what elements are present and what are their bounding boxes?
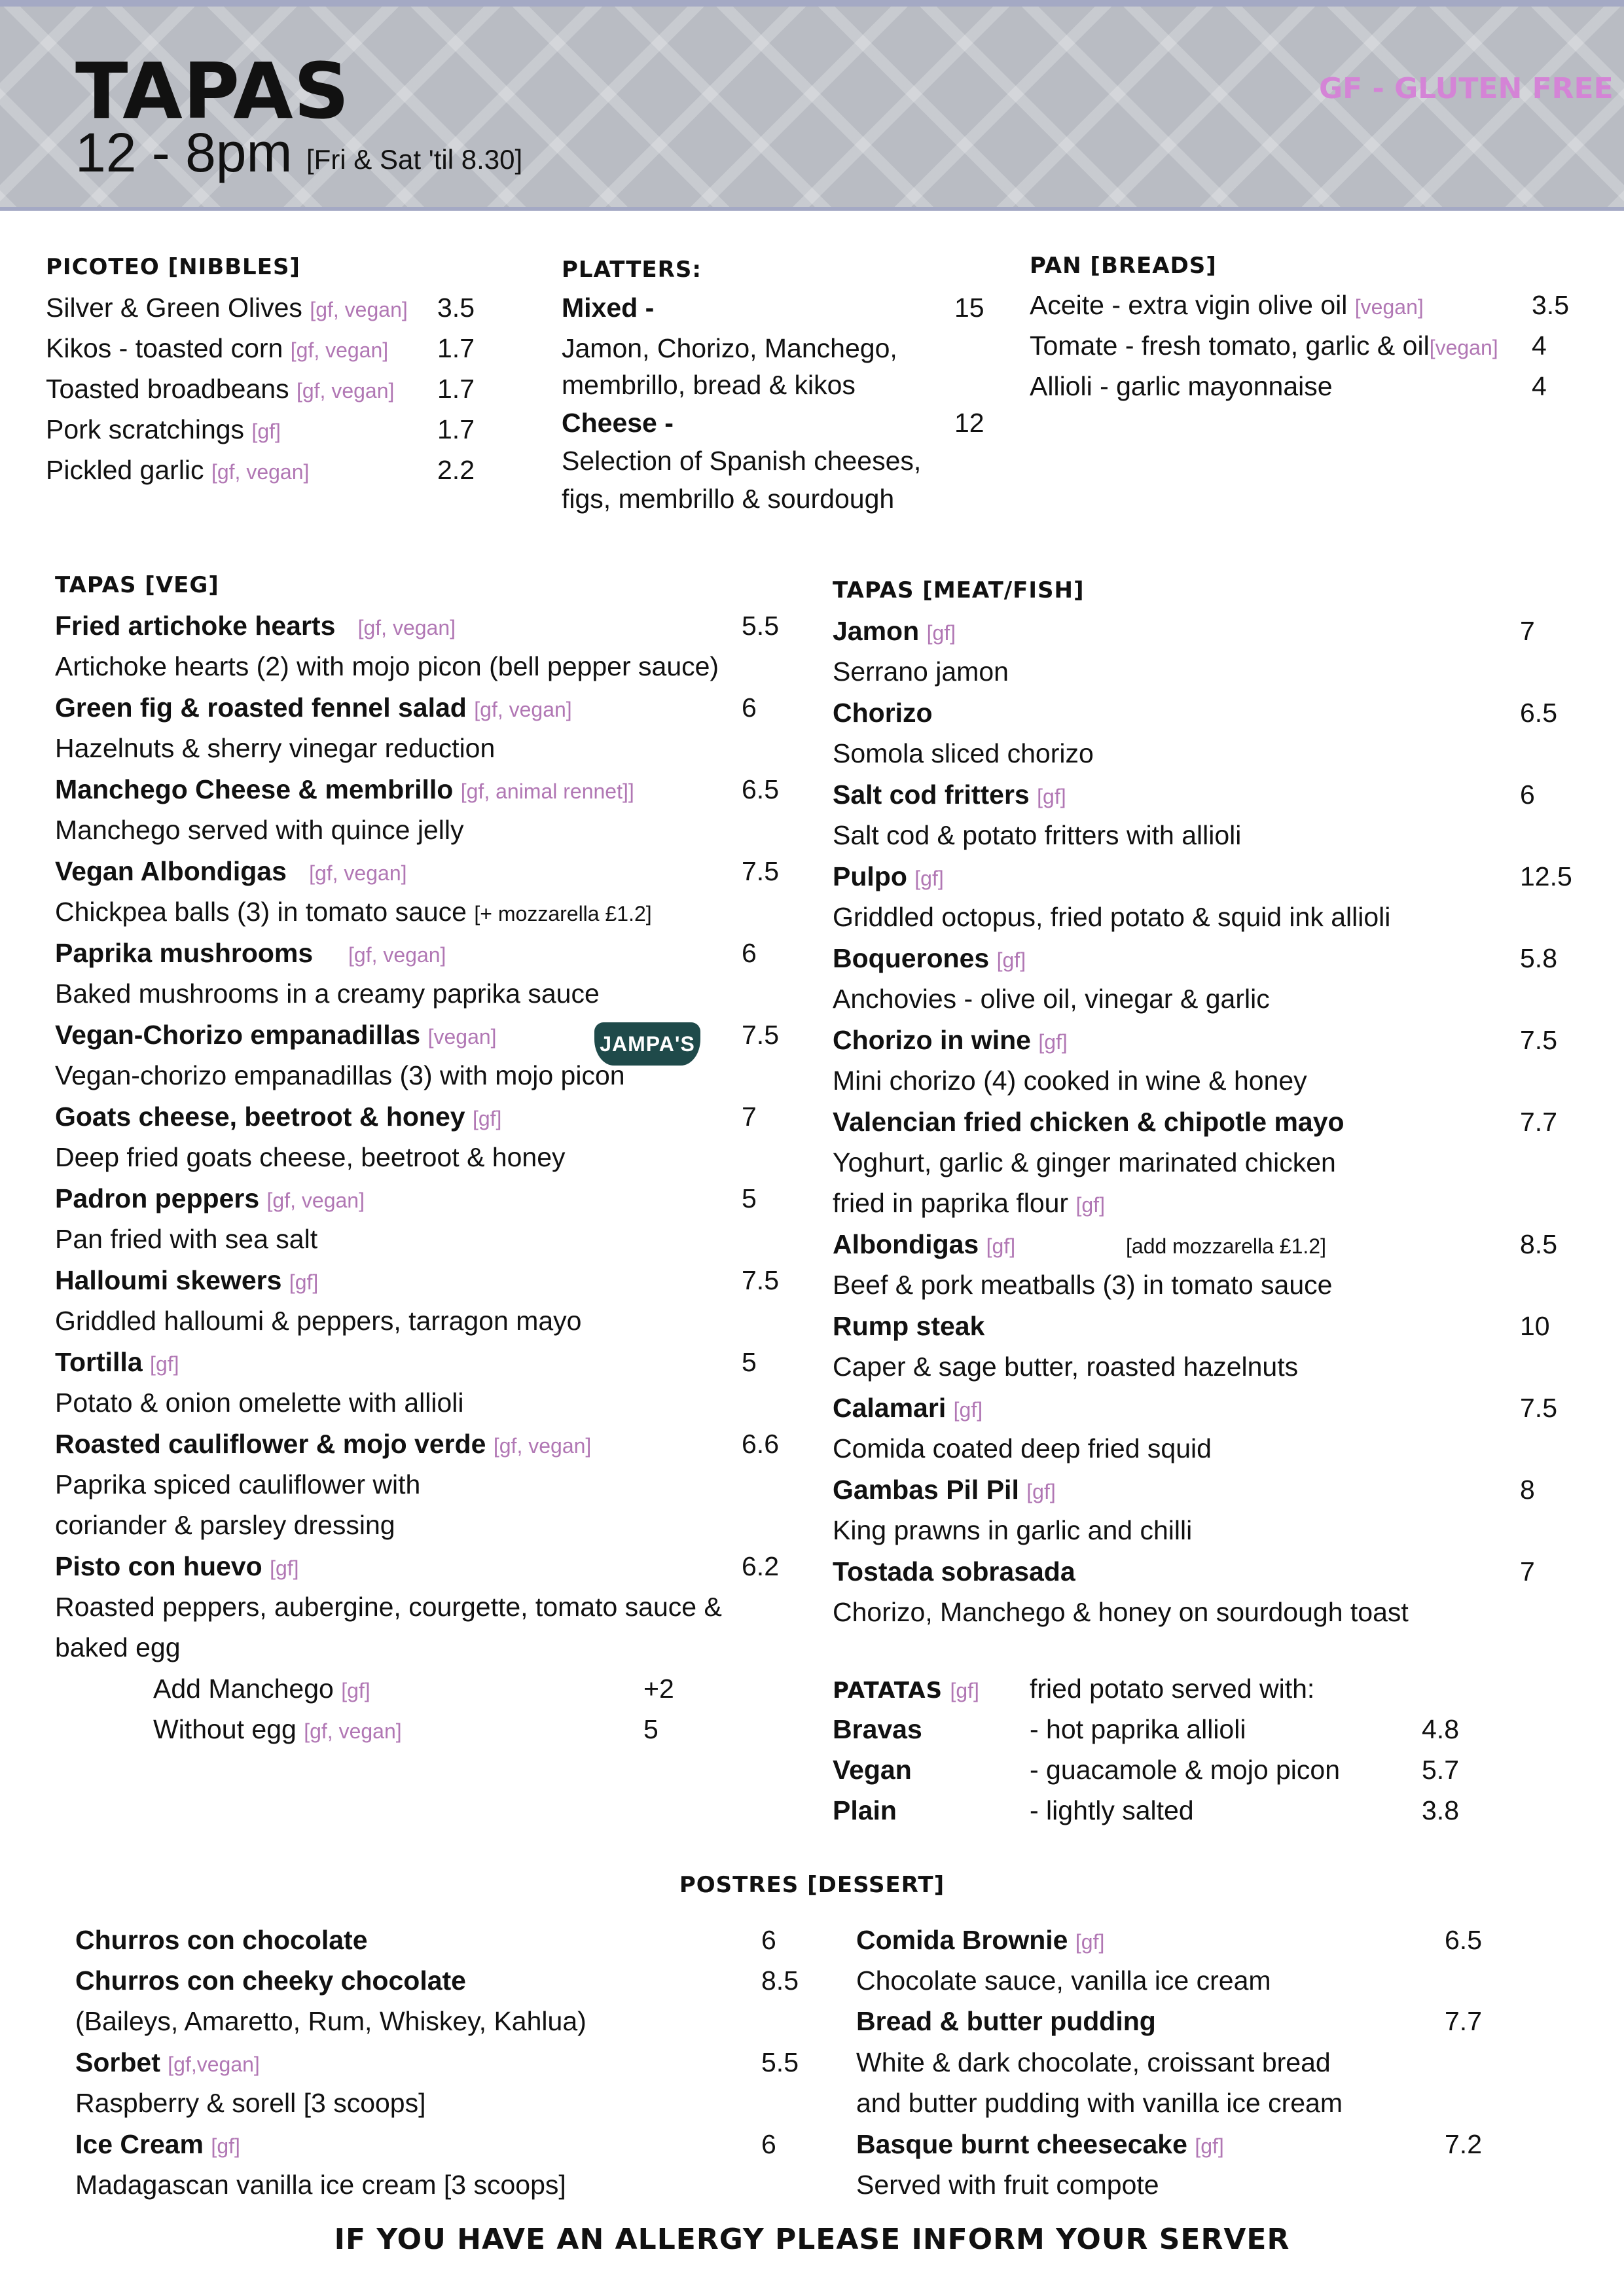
dessert-item bbox=[856, 1920, 1104, 1962]
dessert-price: 5.5 bbox=[761, 2047, 799, 2077]
menu-item bbox=[55, 1096, 501, 1139]
item-name: Pickled garlic bbox=[46, 455, 204, 485]
dessert-desc: and butter pudding with vanilla ice cream bbox=[856, 2088, 1343, 2118]
item-description: King prawns in garlic and chilli bbox=[833, 1515, 1193, 1545]
menu-item bbox=[833, 856, 944, 899]
jampas-logo: JAMPA'S bbox=[594, 1022, 700, 1066]
item-description bbox=[833, 1183, 1105, 1225]
page-title: TAPAS bbox=[75, 46, 350, 136]
dessert-name: Churros con cheeky chocolate bbox=[75, 1965, 466, 1996]
item-tags: [vegan] bbox=[427, 1025, 497, 1049]
dessert-price: 6 bbox=[761, 2129, 776, 2159]
addon-item bbox=[153, 1709, 402, 1751]
item-tags: [vegan] bbox=[1429, 336, 1498, 359]
patatas-item-price: 5.7 bbox=[1422, 1755, 1459, 1785]
item-price: 6 bbox=[742, 938, 757, 968]
platter-cheese-price: 12 bbox=[954, 408, 984, 438]
item-price: 7.5 bbox=[742, 856, 779, 886]
item-tags: [gf] bbox=[1037, 785, 1066, 808]
opening-hours: 12 - 8pm bbox=[75, 122, 293, 183]
patatas-item-desc: - lightly salted bbox=[1030, 1795, 1194, 1825]
item-description: Salt cod & potato fritters with allioli bbox=[833, 820, 1242, 850]
item-price: 5.5 bbox=[742, 611, 779, 641]
platter-mixed-desc: Jamon, Chorizo, Manchego, bbox=[562, 333, 897, 363]
dessert-item bbox=[75, 2042, 260, 2085]
item-extra-note: [add mozzarella £1.2] bbox=[1126, 1234, 1326, 1258]
item-description: Manchego served with quince jelly bbox=[55, 815, 464, 845]
item-price: 6.5 bbox=[742, 774, 779, 804]
menu-item bbox=[55, 933, 313, 973]
platter-cheese-desc: Selection of Spanish cheeses, bbox=[562, 446, 922, 476]
item-description: Roasted peppers, aubergine, courgette, tomato sauce & bbox=[55, 1592, 722, 1622]
item-name: Padron peppers bbox=[55, 1183, 260, 1213]
item-description: Anchovies - olive oil, vinegar & garlic bbox=[833, 984, 1270, 1014]
dessert-desc: Chocolate sauce, vanilla ice cream bbox=[856, 1965, 1271, 1996]
item-price: 7.5 bbox=[1520, 1025, 1557, 1055]
item-tags: [gf] bbox=[926, 621, 956, 645]
item-price: 1.7 bbox=[437, 374, 475, 404]
item-name: Calamari bbox=[833, 1393, 947, 1423]
patatas-tags: [gf] bbox=[950, 1679, 979, 1702]
item-description-text: Chickpea balls (3) in tomato sauce bbox=[55, 897, 467, 927]
item-tags-row bbox=[348, 933, 446, 975]
item-name: Jamon bbox=[833, 616, 920, 646]
meat-heading: TAPAS [MEAT/FISH] bbox=[833, 577, 1085, 603]
item-name: Goats cheese, beetroot & honey bbox=[55, 1102, 465, 1132]
dessert-desc: White & dark chocolate, croissant bread bbox=[856, 2047, 1331, 2077]
dessert-name: Comida Brownie bbox=[856, 1925, 1068, 1955]
item-tags: [gf] bbox=[953, 1398, 983, 1422]
item-name: Aceite - extra vigin olive oil bbox=[1030, 290, 1348, 320]
dessert-price: 6.5 bbox=[1445, 1925, 1482, 1955]
item-price: 1.7 bbox=[437, 414, 475, 444]
item-tags: [gf, vegan] bbox=[266, 1189, 365, 1212]
item-tags: [gf] bbox=[150, 1352, 179, 1376]
gluten-free-key: GF - GLUTEN FREE bbox=[1319, 72, 1614, 105]
item-description: Chorizo, Manchego & honey on sourdough toast bbox=[833, 1597, 1409, 1627]
item-price: 5 bbox=[742, 1347, 757, 1377]
item-price: 7 bbox=[1520, 1556, 1535, 1587]
platter-cheese-name: Cheese - bbox=[562, 408, 674, 438]
dessert-desc: Raspberry & sorell [3 scoops] bbox=[75, 2088, 426, 2118]
item-name: Pork scratchings bbox=[46, 414, 245, 444]
dessert-item bbox=[856, 2124, 1224, 2166]
dessert-item bbox=[75, 2124, 240, 2166]
item-price: 3.5 bbox=[437, 293, 475, 323]
item-price: 1.7 bbox=[437, 333, 475, 363]
menu-item bbox=[55, 1014, 497, 1057]
menu-item bbox=[55, 1546, 299, 1588]
item-tags: [gf] bbox=[211, 2134, 240, 2158]
menu-item bbox=[1030, 325, 1498, 368]
dessert-name: Basque burnt cheesecake bbox=[856, 2129, 1187, 2159]
menu-item bbox=[46, 287, 408, 330]
item-tags: [gf, vegan] bbox=[296, 379, 395, 403]
item-tags: [gf, vegan] bbox=[290, 338, 389, 362]
picoteo-heading: PICOTEO [NIBBLES] bbox=[46, 254, 300, 280]
item-description-text: fried in paprika flour bbox=[833, 1188, 1069, 1218]
menu-item bbox=[833, 1224, 1015, 1266]
item-tags: [gf, animal rennet]] bbox=[460, 780, 634, 803]
menu-item bbox=[55, 769, 634, 812]
item-name: Pisto con huevo bbox=[55, 1551, 262, 1581]
item-price: 7.7 bbox=[1520, 1107, 1557, 1137]
item-price: 6.2 bbox=[742, 1551, 779, 1581]
item-tags: [gf] bbox=[996, 948, 1026, 972]
menu-item bbox=[55, 1178, 365, 1221]
item-price: 5 bbox=[742, 1183, 757, 1213]
platter-mixed-desc: membrillo, bread & kikos bbox=[562, 370, 856, 400]
dessert-name: Ice Cream bbox=[75, 2129, 204, 2159]
item-tags: [gf, vegan] bbox=[348, 943, 446, 967]
item-description: Vegan-chorizo empanadillas (3) with mojo picon bbox=[55, 1060, 625, 1090]
dessert-name: Churros con chocolate bbox=[75, 1925, 368, 1955]
item-tags: [gf,vegan] bbox=[168, 2053, 260, 2076]
dessert-price: 7.7 bbox=[1445, 2006, 1482, 2036]
item-tags: [gf] bbox=[472, 1107, 502, 1130]
item-description: Mini chorizo (4) cooked in wine & honey bbox=[833, 1066, 1307, 1096]
item-price: 7.5 bbox=[742, 1265, 779, 1295]
patatas-item-name: Bravas bbox=[833, 1714, 922, 1744]
item-name: Fried artichoke hearts bbox=[55, 611, 336, 641]
item-tags: [gf] bbox=[1026, 1480, 1056, 1503]
item-price: 6.5 bbox=[1520, 698, 1557, 728]
menu-item bbox=[1030, 285, 1424, 327]
item-price: +2 bbox=[643, 1674, 674, 1704]
item-description: Pan fried with sea salt bbox=[55, 1224, 318, 1254]
item-name: Valencian fried chicken & chipotle mayo bbox=[833, 1107, 1344, 1137]
menu-item bbox=[833, 938, 1026, 980]
item-name: Tortilla bbox=[55, 1347, 143, 1377]
platter-cheese-desc: figs, membrillo & sourdough bbox=[562, 484, 895, 514]
platter-mixed-name: Mixed - bbox=[562, 293, 655, 323]
menu-item bbox=[46, 328, 388, 370]
item-price: 4 bbox=[1532, 331, 1547, 361]
patatas-item-desc: - hot paprika allioli bbox=[1030, 1714, 1246, 1744]
dessert-price: 8.5 bbox=[761, 1965, 799, 1996]
item-description: Deep fried goats cheese, beetroot & honey bbox=[55, 1142, 566, 1172]
item-name: Green fig & roasted fennel salad bbox=[55, 692, 467, 723]
menu-item bbox=[833, 1306, 984, 1346]
menu-item bbox=[833, 774, 1066, 817]
item-name: Boquerones bbox=[833, 943, 990, 973]
item-name: Vegan Albondigas bbox=[55, 856, 287, 886]
item-price: 2.2 bbox=[437, 455, 475, 485]
item-tags: [gf] bbox=[341, 1679, 370, 1702]
platters-heading: PLATTERS: bbox=[562, 257, 702, 283]
item-name: Manchego Cheese & membrillo bbox=[55, 774, 454, 804]
item-name: Kikos - toasted corn bbox=[46, 333, 283, 363]
item-tags: [gf, vegan] bbox=[211, 460, 310, 484]
dessert-price: 6 bbox=[761, 1925, 776, 1955]
item-price: 7 bbox=[1520, 616, 1535, 646]
item-price: 8 bbox=[1520, 1475, 1535, 1505]
item-name: Chorizo in wine bbox=[833, 1025, 1031, 1055]
postres-heading: POSTRES [DESSERT] bbox=[679, 1872, 945, 1898]
item-tags: [gf, vegan] bbox=[357, 616, 456, 639]
item-description: Comida coated deep fried squid bbox=[833, 1433, 1212, 1463]
menu-item bbox=[46, 368, 394, 411]
item-tags: [gf, vegan] bbox=[309, 861, 407, 885]
item-extra-note: [+ mozzarella £1.2] bbox=[474, 902, 652, 925]
item-tags: [gf] bbox=[289, 1270, 319, 1294]
dessert-desc: Served with fruit compote bbox=[856, 2170, 1159, 2200]
item-name: Tostada sobrasada bbox=[833, 1556, 1075, 1587]
item-tags: [gf] bbox=[1038, 1030, 1068, 1054]
menu-item bbox=[833, 1020, 1068, 1062]
menu-item bbox=[55, 1424, 591, 1466]
patatas-item-name: Vegan bbox=[833, 1755, 912, 1785]
patatas-item-desc: - guacamole & mojo picon bbox=[1030, 1755, 1341, 1785]
item-price: 8.5 bbox=[1520, 1229, 1557, 1259]
item-description: Somola sliced chorizo bbox=[833, 738, 1094, 768]
item-tags: [gf, vegan] bbox=[474, 698, 572, 721]
item-tags: [gf] bbox=[986, 1234, 1016, 1258]
dessert-desc: Madagascan vanilla ice cream [3 scoops] bbox=[75, 2170, 566, 2200]
item-name: Albondigas bbox=[833, 1229, 979, 1259]
item-tags: [gf] bbox=[251, 420, 281, 443]
item-name: Silver & Green Olives bbox=[46, 293, 302, 323]
dessert-price: 7.2 bbox=[1445, 2129, 1482, 2159]
menu-item bbox=[55, 605, 456, 648]
menu-item bbox=[1030, 366, 1333, 406]
item-description: Griddled halloumi & peppers, tarragon mayo bbox=[55, 1306, 582, 1336]
patatas-heading: PATATAS bbox=[833, 1677, 943, 1704]
item-price: 7.5 bbox=[1520, 1393, 1557, 1423]
item-name: Halloumi skewers bbox=[55, 1265, 282, 1295]
item-name: Roasted cauliflower & mojo verde bbox=[55, 1429, 486, 1459]
item-description: Hazelnuts & sherry vinegar reduction bbox=[55, 733, 496, 763]
item-name: Rump steak bbox=[833, 1311, 985, 1341]
menu-item bbox=[46, 409, 281, 452]
item-tags: [gf] bbox=[270, 1556, 299, 1580]
item-description: Caper & sage butter, roasted hazelnuts bbox=[833, 1352, 1299, 1382]
dessert-name: Sorbet bbox=[75, 2047, 160, 2077]
menu-item bbox=[46, 450, 309, 492]
item-price: 5.8 bbox=[1520, 943, 1557, 973]
patatas-intro: fried potato served with: bbox=[1030, 1674, 1315, 1704]
item-price: 4 bbox=[1532, 371, 1547, 401]
item-tags: [gf] bbox=[914, 867, 944, 890]
item-name: Gambas Pil Pil bbox=[833, 1475, 1019, 1505]
menu-item bbox=[833, 1388, 983, 1430]
menu-item bbox=[833, 611, 956, 653]
item-price: 6 bbox=[1520, 780, 1535, 810]
item-name: Vegan-Chorizo empanadillas bbox=[55, 1020, 421, 1050]
dessert-desc: (Baileys, Amaretto, Rum, Whiskey, Kahlua) bbox=[75, 2006, 586, 2036]
menu-item bbox=[55, 851, 407, 893]
menu-item bbox=[833, 1551, 1075, 1592]
platter-mixed-price: 15 bbox=[954, 293, 984, 323]
item-description: Potato & onion omelette with allioli bbox=[55, 1388, 464, 1418]
item-price: 7 bbox=[742, 1102, 757, 1132]
item-description: Paprika spiced cauliflower with bbox=[55, 1469, 421, 1499]
item-name: Tomate - fresh tomato, garlic & oil bbox=[1030, 331, 1430, 361]
menu-item bbox=[833, 1469, 1056, 1512]
patatas-heading-row bbox=[833, 1668, 979, 1711]
item-description: Griddled octopus, fried potato & squid ink allioli bbox=[833, 902, 1391, 932]
patatas-item-price: 3.8 bbox=[1422, 1795, 1459, 1825]
item-description: Yoghurt, garlic & ginger marinated chicken bbox=[833, 1147, 1336, 1177]
item-name: Without egg bbox=[153, 1714, 297, 1744]
item-tags: [gf, vegan] bbox=[493, 1434, 592, 1458]
item-tags: [vegan] bbox=[1354, 295, 1424, 319]
item-price: 12.5 bbox=[1520, 861, 1572, 891]
addon-item bbox=[153, 1668, 370, 1711]
item-description: Artichoke hearts (2) with mojo picon (bell pepper sauce) bbox=[55, 651, 719, 681]
item-price: 7.5 bbox=[742, 1020, 779, 1050]
item-description: Baked mushrooms in a creamy paprika sauce bbox=[55, 978, 600, 1009]
item-name: Allioli - garlic mayonnaise bbox=[1030, 371, 1333, 401]
item-price: 10 bbox=[1520, 1311, 1550, 1341]
menu-item bbox=[55, 1342, 179, 1384]
item-extra-note-row bbox=[1126, 1224, 1326, 1266]
item-tags: [gf, vegan] bbox=[304, 1719, 402, 1743]
item-description bbox=[55, 891, 652, 934]
item-description: coriander & parsley dressing bbox=[55, 1510, 395, 1540]
menu-item bbox=[55, 687, 572, 730]
item-tags: [gf] bbox=[1195, 2134, 1224, 2158]
item-tags: [gf] bbox=[1075, 1930, 1105, 1954]
menu-item bbox=[833, 1102, 1344, 1142]
pan-heading: PAN [BREADS] bbox=[1030, 253, 1217, 279]
item-name: Salt cod fritters bbox=[833, 780, 1030, 810]
veg-heading: TAPAS [VEG] bbox=[55, 572, 219, 598]
item-tags: [gf, vegan] bbox=[310, 298, 408, 321]
patatas-item-price: 4.8 bbox=[1422, 1714, 1459, 1744]
opening-hours-note: [Fri & Sat 'til 8.30] bbox=[306, 144, 523, 175]
item-name: Add Manchego bbox=[153, 1674, 334, 1704]
item-tags: [gf] bbox=[1075, 1193, 1105, 1217]
item-description: Serrano jamon bbox=[833, 656, 1009, 687]
allergy-notice: IF YOU HAVE AN ALLERGY PLEASE INFORM YOUR SERVER bbox=[334, 2223, 1290, 2256]
item-name: Pulpo bbox=[833, 861, 907, 891]
menu-item bbox=[833, 692, 933, 733]
menu-item bbox=[55, 1260, 318, 1302]
item-price: 6 bbox=[742, 692, 757, 723]
item-price: 3.5 bbox=[1532, 290, 1569, 320]
item-name: Toasted broadbeans bbox=[46, 374, 289, 404]
dessert-name: Bread & butter pudding bbox=[856, 2006, 1156, 2036]
item-description: Beef & pork meatballs (3) in tomato sauce bbox=[833, 1270, 1333, 1300]
item-price: 6.6 bbox=[742, 1429, 779, 1459]
item-price: 5 bbox=[643, 1714, 659, 1744]
item-name: Chorizo bbox=[833, 698, 933, 728]
patatas-item-name: Plain bbox=[833, 1795, 897, 1825]
item-description: baked egg bbox=[55, 1632, 181, 1662]
item-name: Paprika mushrooms bbox=[55, 938, 314, 968]
